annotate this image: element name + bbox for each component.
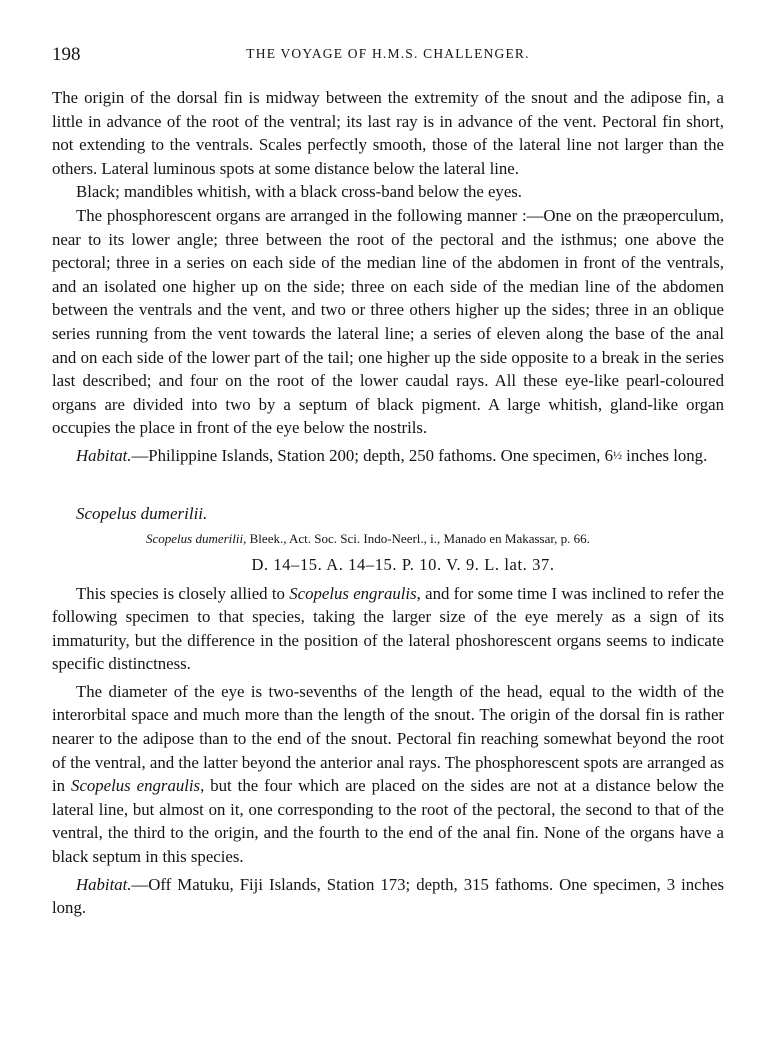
- affinity-text-b: , and for some time I was inclined to refer the following specimen to that species, taking the larger size of the eye merely as a sign of its immaturity, but the difference in the position of the lateral phoshorescent organs seems to indicate specific distinctness.: [52, 583, 724, 674]
- habitat-label: Habitat.: [76, 445, 132, 465]
- colour-paragraph: Black; mandibles whitish, with a black cross-band below the eyes.: [76, 182, 522, 202]
- page-number: 198: [52, 44, 81, 65]
- affinity-text-a: This species is closely allied to: [76, 583, 290, 603]
- habitat-paragraph-2: [52, 873, 724, 920]
- page-body: [52, 86, 724, 920]
- synonym-reference: , Bleek., Act. Soc. Sci. Indo-Neerl., i., Manado en Makassar, p. 66.: [243, 530, 590, 546]
- description-text-a: The diameter of the eye is two-sevenths of the length of the head, equal to the width of the interorbital space and much more than the length of the snout. The origin of the dorsal fin is rather nearer to the adipose than to the end of the snout. Pectoral fin reaching somewhat beyond the root of the ventral, and the latter beyond the anterior anal rays. The phosphorescent spots are arranged as in: [52, 681, 724, 796]
- habitat-text-2: —Off Matuku, Fiji Islands, Station 173; depth, 315 fathoms. One specimen, 3 inches long.: [52, 874, 724, 918]
- fin-formula: D. 14–15. A. 14–15. P. 10. V. 9. L. lat. 37.: [251, 554, 555, 574]
- description-paragraph: [52, 680, 724, 869]
- length-fraction: ½: [612, 447, 622, 462]
- dorsal-fin-paragraph: The origin of the dorsal fin is midway between the extremity of the snout and the adipose fin, a little in advance of the root of the ventral; its last ray is in advance of the vent. Pectoral fin short, not extending to the ventrals. Scales perfectly smooth, those of the lateral line not larger than the others. Lateral luminous spots at some distance below the lateral line.: [52, 88, 724, 178]
- page-header: [52, 44, 724, 68]
- habitat-text: —Philippine Islands, Station 200; depth, 250 fathoms. One specimen, 6: [131, 445, 613, 465]
- phosphorescent-organs-paragraph: The phosphorescent organs are arranged in the following manner :—One on the præoperculum, near to its lower angle; three between the root of the pectoral and the isthmus; one above the pectoral; three in a series on each side of the median line of the abdomen in front of the ventrals, and an isolated one higher up on the side; three on each side of the median line of the abdomen between the ventrals and the vent, and two or three others higher up the sides; three in an oblique series running from the vent towards the lateral line; a series of eleven along the base of the anal and on each side of the lower part of the tail; one higher up the side opposite to a break in the series last described; and four on the root of the lower caudal rays. All these eye-like pearl-coloured organs are divided into two by a septum of black pigment. A large whitish, gland-like organ occupies the place in front of the eye below the nostrils.: [52, 205, 724, 438]
- habitat-label-2: Habitat.: [76, 874, 132, 894]
- length-rest: inches long.: [621, 445, 708, 465]
- habitat-paragraph-1: [52, 444, 724, 468]
- description-text-b: , but the four which are placed on the sides are not at a distance below the lateral line, but almost on it, one corresponding to the root of the pectoral, the second to that of the ventral, the third to the origin, and the fourth to the end of the anal fin. None of the organs have a black septum in this species.: [52, 776, 724, 867]
- species-reference-2: Scopelus engraulis: [71, 776, 201, 796]
- synonym-citation: [52, 528, 724, 550]
- species-heading: Scopelus dumerilii.: [76, 503, 208, 523]
- species-reference: Scopelus engraulis: [289, 583, 417, 603]
- synonym-name: Scopelus dumerilii: [146, 530, 244, 546]
- affinity-paragraph: [52, 582, 724, 676]
- running-title: THE VOYAGE OF H.M.S. CHALLENGER.: [246, 46, 530, 61]
